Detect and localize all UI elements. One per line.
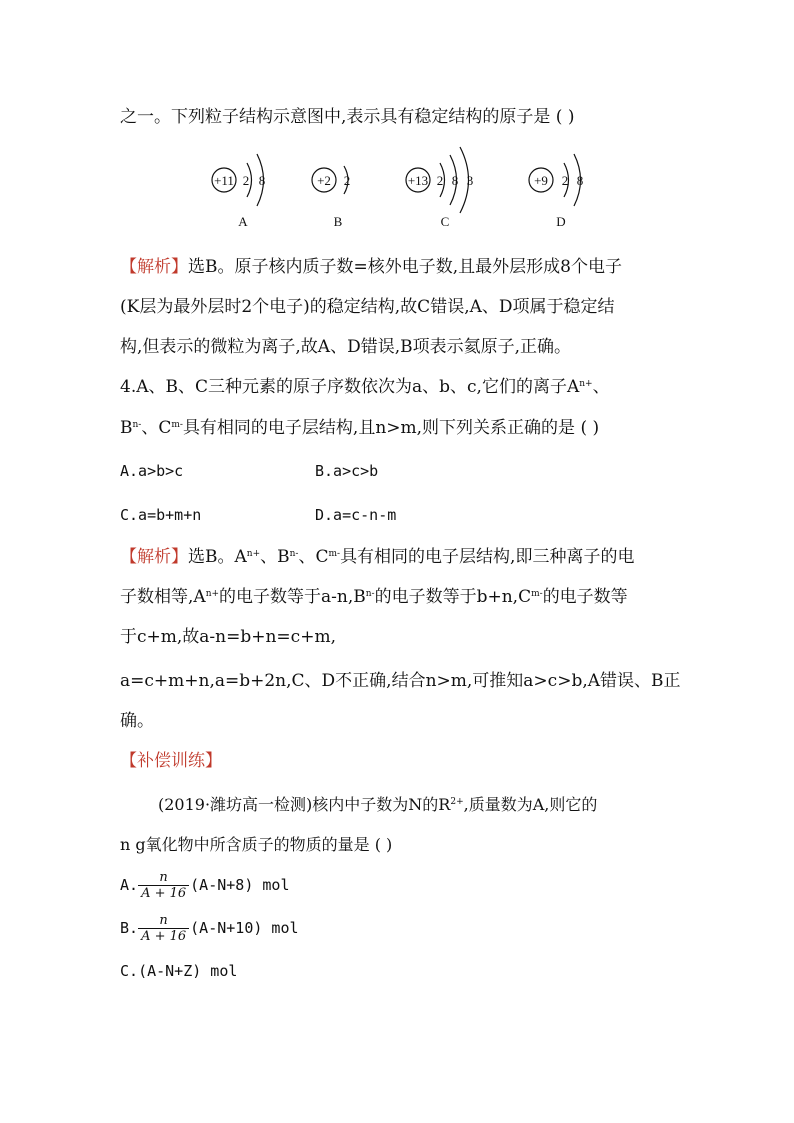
fraction-denominator: A + 16: [138, 928, 189, 944]
q4-analysis-line-5: 确。: [120, 711, 154, 731]
atom-c-shell-3: 3: [466, 173, 474, 188]
atom-c-shell-2: 8: [451, 173, 459, 188]
supplement-stem-text: (2019·潍坊高一检测)核内中子数为N的R: [158, 795, 451, 814]
option-prefix: B.: [120, 919, 139, 937]
q3-analysis-line-1: [120, 254, 622, 280]
ion-charge: n+: [579, 379, 593, 389]
ion-charge: m-: [171, 420, 183, 430]
analysis-text: 具有相同的电子层结构,即三种离子的电: [340, 547, 635, 567]
q4-analysis-line-1: [120, 544, 634, 570]
q4-option-c: C.a=b+m+n: [120, 506, 202, 524]
analysis-text: 、B: [260, 547, 290, 567]
q3-analysis-line-2: (K层为最外层时2个电子)的稳定结构,故C错误,A、D项属于稳定结: [120, 297, 615, 317]
atom-d-shell-2: 8: [576, 173, 584, 188]
fraction: [138, 913, 189, 944]
q4-analysis-line-4: a=c+m+n,a=b+2n,C、D不正确,结合n>m,可推知a>c>b,A错误、B正: [120, 671, 681, 691]
supplement-option-b: [120, 913, 299, 944]
supplement-option-a: [120, 870, 290, 901]
atom-d-shell-1: 2: [561, 173, 569, 188]
atom-structure-diagrams: [0, 146, 794, 246]
atom-b-nucleus: +2: [317, 173, 331, 188]
atom-a-label: A: [238, 214, 248, 229]
analysis-tag: 【解析】: [120, 257, 188, 277]
atom-b-label: B: [333, 214, 343, 229]
ion-charge: n-: [132, 420, 142, 430]
q4-stem-text: 具有相同的电子层结构,且n>m,则下列关系正确的是 ( ): [182, 418, 600, 438]
q4-analysis-line-3: 于c+m,故a-n=b+n=c+m,: [120, 627, 336, 647]
fraction-numerator: n: [159, 913, 168, 928]
q3-stem: 之一。下列粒子结构示意图中,表示具有稳定结构的原子是 ( ): [120, 107, 575, 127]
q4-stem-sep: 、C: [141, 418, 172, 438]
q4-analysis-line-2: [120, 584, 628, 610]
analysis-text: 选B。A: [188, 547, 247, 567]
q3-analysis-line-3: 构,但表示的微粒为离子,故A、D错误,B项表示氦原子,正确。: [120, 337, 572, 357]
atom-c-nucleus: +13: [407, 173, 429, 188]
q4-stem-sep: 、: [592, 377, 610, 397]
ion-charge: m-: [328, 549, 341, 559]
atom-d-label: D: [556, 214, 566, 229]
supplement-stem-text: ,质量数为A,则它的: [463, 795, 598, 814]
atom-a-nucleus: +11: [214, 173, 234, 188]
supplement-option-c: [120, 958, 237, 984]
atom-d-nucleus: +9: [534, 173, 548, 188]
atom-b-shell-1: 2: [343, 173, 351, 188]
ion-charge: n-: [289, 549, 299, 559]
supplement-stem-line-2: n g氧化物中所含质子的物质的量是 ( ): [120, 835, 393, 854]
option-prefix: C.: [120, 962, 139, 980]
atom-a-shell-1: 2: [242, 173, 250, 188]
analysis-text: 的电子数等于b+n,C: [374, 587, 532, 607]
option-text: (A-N+8) mol: [190, 876, 290, 894]
q4-stem-line-1: [120, 374, 610, 400]
analysis-tag: 【解析】: [120, 547, 188, 567]
option-text: (A-N+10) mol: [190, 919, 299, 937]
ion-charge: n+: [246, 549, 261, 559]
analysis-text: 子数相等,A: [120, 587, 206, 607]
fraction-numerator: n: [159, 870, 168, 885]
analysis-text: 选B。原子核内质子数=核外电子数,且最外层形成8个电子: [188, 257, 622, 277]
analysis-text: 的电子数等: [542, 587, 628, 607]
supplement-stem-line-1: [158, 792, 597, 818]
option-prefix: A.: [120, 876, 139, 894]
atom-a-shell-2: 8: [258, 173, 266, 188]
q4-option-a: A.a>b>c: [120, 462, 184, 480]
option-text: (A-N+Z) mol: [138, 962, 238, 980]
fraction-denominator: A + 16: [138, 885, 189, 901]
ion-charge: 2+: [450, 797, 464, 807]
analysis-text: 、C: [298, 547, 329, 567]
analysis-text: 的电子数等于a-n,B: [219, 587, 366, 607]
atom-c-label: C: [440, 214, 450, 229]
atom-c-shell-1: 2: [436, 173, 444, 188]
supplement-tag: 【补偿训练】: [120, 751, 222, 771]
ion-charge: n+: [205, 589, 220, 599]
q4-stem-text: 4.A、B、C三种元素的原子序数依次为a、b、c,它们的离子A: [120, 377, 580, 397]
ion-b: B: [120, 418, 133, 438]
fraction: [138, 870, 189, 901]
ion-charge: m-: [531, 589, 543, 599]
q4-option-d: D.a=c-n-m: [315, 506, 397, 524]
q4-stem-line-2: [120, 415, 599, 441]
q4-option-b: B.a>c>b: [315, 462, 379, 480]
ion-charge: n-: [365, 589, 375, 599]
